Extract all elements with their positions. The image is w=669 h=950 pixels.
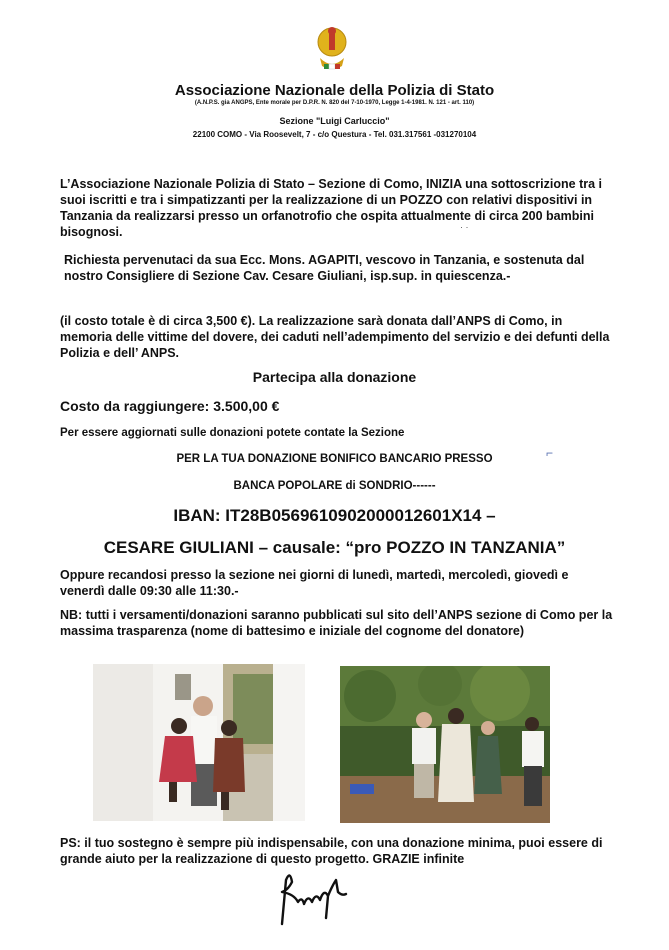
in-person-note: Oppure recandosi presso la sezione nei giorni di lunedì, martedì, mercoledì, giovedì e venerdì dalle 09:30 alle 11:30.- bbox=[60, 568, 569, 598]
scan-mark: · · bbox=[460, 222, 469, 232]
updates-note: Per essere aggiornati sulle donazioni potete contate la Sezione bbox=[60, 427, 405, 439]
address-line: 22100 COMO - Via Roosevelt, 7 - c/o Questura - Tel. 031.317561 -031270104 bbox=[192, 130, 477, 139]
pen-mark: ⌐ bbox=[546, 446, 554, 460]
photo-group-outdoors bbox=[340, 666, 550, 823]
legal-note: (A.N.P.S. gia ANGPS, Ente morale per D.P.R. N. 820 del 7-10-1970, Legge 1-4-1981. N. 121 - art. 110) bbox=[194, 100, 475, 106]
beneficiary-causale: CESARE GIULIANI – causale: “pro POZZO IN TANZANIA” bbox=[103, 538, 566, 557]
cost-target: Costo da raggiungere: 3.500,00 € bbox=[60, 398, 280, 414]
photo-children-building bbox=[93, 664, 305, 821]
signature-icon bbox=[268, 866, 358, 932]
cost-paragraph: (il costo totale è di circa 3,500 €). La realizzazione sarà donata dall’ANPS di Como, in memoria delle vittime del dovere, dei caduti nell’adempimento del servizio e dei defunti della Polizia e dell’ ANPS. bbox=[60, 314, 610, 360]
bank-transfer-heading: PER LA TUA DONAZIONE BONIFICO BANCARIO PRESSO bbox=[176, 453, 493, 465]
nb-note: NB: tutti i versamenti/donazioni saranno pubblicati sul sito dell’ANPS sezione di Como per la massima trasparenza (nome di battesimo e iniziale del cognome del donatore) bbox=[60, 608, 613, 638]
request-paragraph: Richiesta pervenutaci da sua Ecc. Mons. AGAPITI, vescovo in Tanzania, e sostenuta dal nostro Consigliere di Sezione Cav. Cesare Giuliani, isp.sup. in quiescenza.- bbox=[64, 253, 585, 283]
bank-name: BANCA POPOLARE di SONDRIO------ bbox=[233, 480, 436, 492]
ps-note: PS: il tuo sostegno è sempre più indispensabile, con una donazione minima, puoi essere di grande aiuto per la realizzazione di questo progetto. GRAZIE infinite bbox=[60, 836, 603, 866]
intro-paragraph: L’Associazione Nazionale Polizia di Stato – Sezione di Como, INIZIA una sottoscrizione tra i suoi iscritti e tra i simpatizzanti per la realizzazione di un POZZO con relativi dispositivi in Tanzania da realizzarsi presso un orfanotrofio che ospita attualmente di circa 200 bambini bisognosi. bbox=[60, 177, 602, 239]
donation-heading: Partecipa alla donazione bbox=[252, 369, 417, 385]
anps-emblem-icon bbox=[312, 20, 352, 74]
section-name: Sezione "Luigi Carluccio" bbox=[279, 116, 390, 126]
iban-code: IBAN: IT28B0569610902000012601X14 – bbox=[173, 506, 496, 525]
organization-title: Associazione Nazionale della Polizia di Stato bbox=[174, 82, 495, 99]
